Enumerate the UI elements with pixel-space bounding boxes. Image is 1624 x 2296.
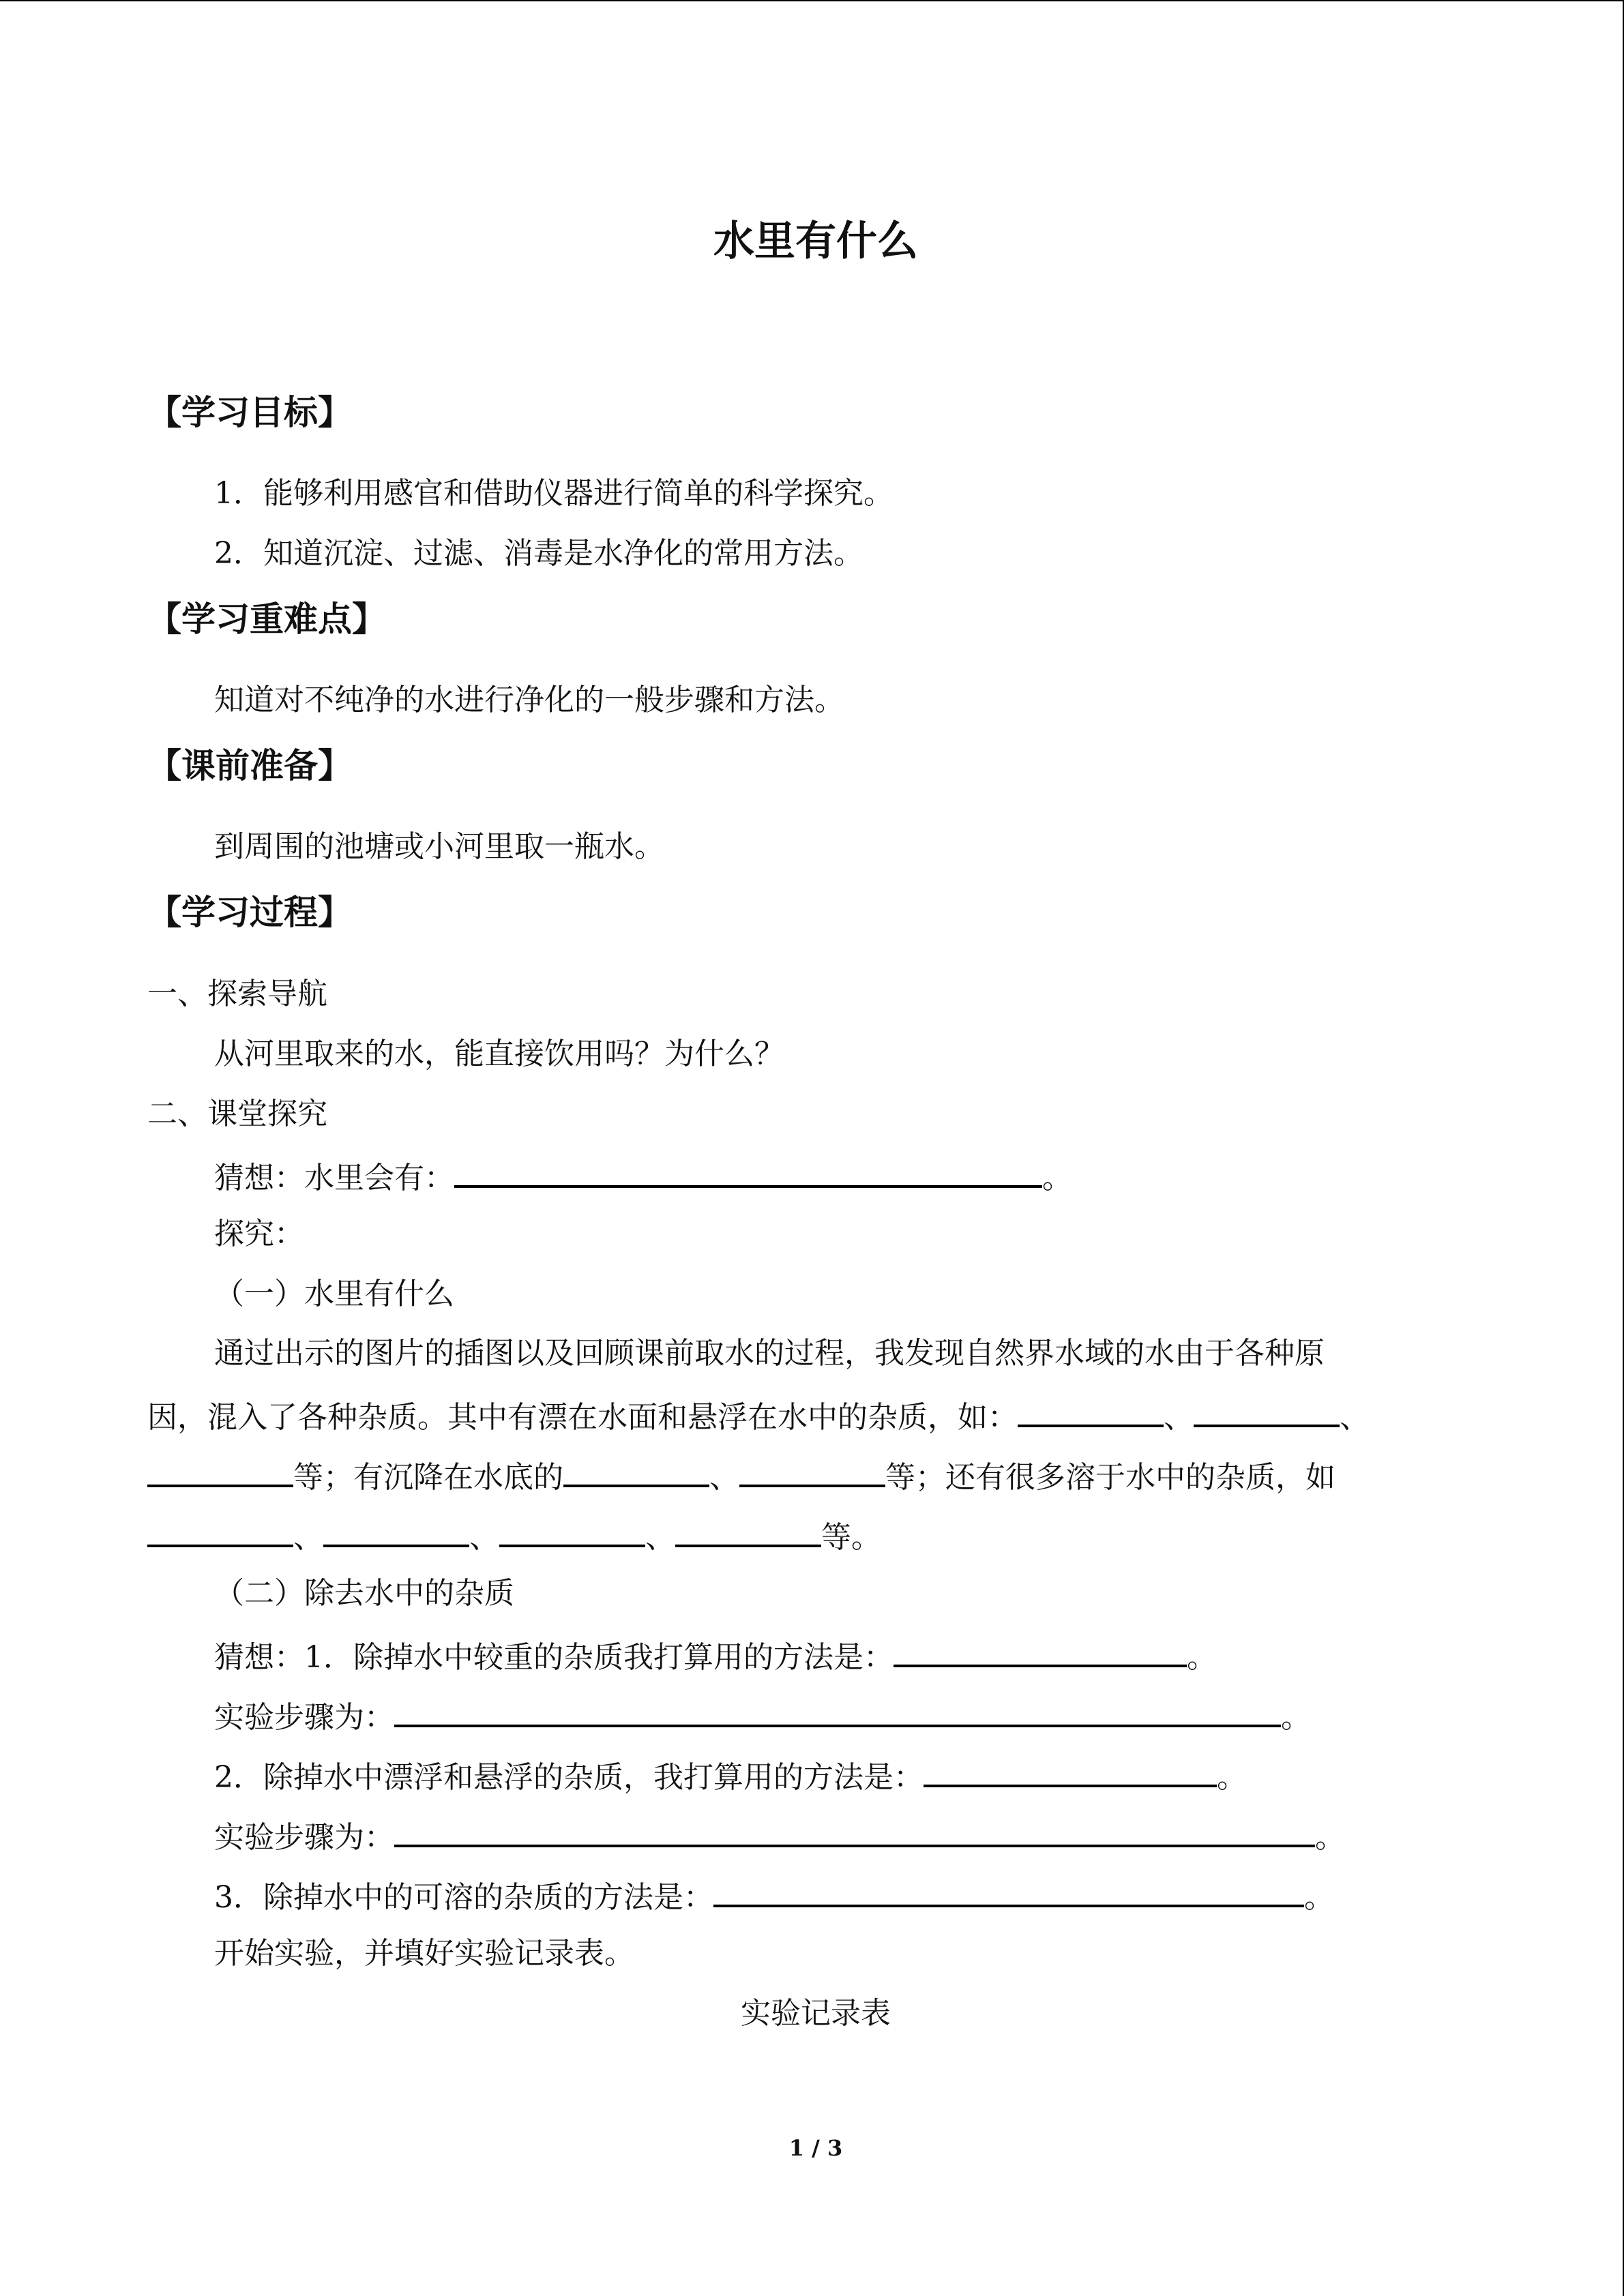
answer-blank[interactable] — [147, 1453, 293, 1487]
period: 。 — [1315, 1820, 1345, 1855]
comma: 、 — [293, 1520, 323, 1555]
paragraph-line-4 — [147, 1513, 881, 1558]
steps-label: 实验步骤为： — [214, 1700, 394, 1735]
steps-line-1 — [214, 1693, 1311, 1738]
part2-title: 二、课堂探究 — [147, 1097, 327, 1131]
answer-blank[interactable] — [675, 1513, 821, 1547]
key-points-text: 知道对不纯净的水进行净化的一般步骤和方法。 — [214, 683, 844, 717]
answer-blank[interactable] — [394, 1813, 1315, 1847]
period: 。 — [1187, 1640, 1217, 1675]
start-experiment-text: 开始实验，并填好实验记录表。 — [214, 1936, 634, 1971]
preparation-text: 到周围的池塘或小河里取一瓶水。 — [214, 829, 664, 864]
goal-item-1: 1．能够利用感官和借助仪器进行简单的科学探究。 — [214, 476, 894, 511]
comma: 、 — [709, 1460, 739, 1495]
answer-blank[interactable] — [454, 1154, 1042, 1188]
sub1-title: （一）水里有什么 — [214, 1277, 454, 1311]
paragraph-line-3-text-b: 等；还有很多溶于水中的杂质，如 — [885, 1460, 1335, 1495]
answer-blank[interactable] — [1018, 1393, 1164, 1427]
page-title: 水里有什么 — [713, 218, 918, 265]
part1-title: 一、探索导航 — [147, 976, 327, 1011]
comma: 、 — [645, 1520, 675, 1555]
guess-2-1-text: 猜想：1．除掉水中较重的杂质我打算用的方法是： — [214, 1640, 894, 1675]
comma: 、 — [1164, 1400, 1194, 1435]
answer-blank[interactable] — [1194, 1393, 1340, 1427]
steps-label: 实验步骤为： — [214, 1820, 394, 1855]
answer-blank[interactable] — [924, 1753, 1217, 1787]
answer-blank[interactable] — [563, 1453, 709, 1487]
guess-2-3-text: 3．除掉水中的可溶的杂质的方法是： — [214, 1880, 713, 1915]
page-top-border — [0, 0, 1624, 1]
answer-blank[interactable] — [147, 1513, 293, 1547]
table-caption: 实验记录表 — [741, 1996, 891, 2031]
guess-line — [214, 1154, 1072, 1199]
paragraph-line-3 — [147, 1453, 1335, 1498]
page-number: 1 / 3 — [788, 2135, 843, 2161]
guess-2-2-line — [214, 1753, 1247, 1798]
steps-line-2 — [214, 1813, 1345, 1858]
comma: 、 — [1340, 1400, 1370, 1435]
comma: 、 — [469, 1520, 499, 1555]
paragraph-line-1: 通过出示的图片的插图以及回顾课前取水的过程，我发现自然界水域的水由于各种原 — [214, 1336, 1325, 1371]
period: 。 — [1217, 1760, 1247, 1795]
process-heading: 【学习过程】 — [147, 893, 352, 932]
key-points-heading: 【学习重难点】 — [147, 599, 386, 639]
answer-blank[interactable] — [894, 1633, 1187, 1667]
paragraph-line-4-end: 等。 — [821, 1520, 881, 1555]
goal-item-2: 2．知道沉淀、过滤、消毒是水净化的常用方法。 — [214, 536, 863, 571]
paragraph-line-2 — [147, 1393, 1370, 1438]
answer-blank[interactable] — [394, 1693, 1281, 1727]
sub2-title: （二）除去水中的杂质 — [214, 1576, 514, 1611]
period: 。 — [1281, 1700, 1311, 1735]
answer-blank[interactable] — [323, 1513, 469, 1547]
answer-blank[interactable] — [499, 1513, 645, 1547]
answer-blank[interactable] — [713, 1873, 1304, 1907]
paragraph-line-3-text-a: 等；有沉降在水底的 — [293, 1460, 563, 1495]
goals-heading: 【学习目标】 — [147, 393, 352, 432]
guess-2-1-line — [214, 1633, 1217, 1678]
guess-2-3-line — [214, 1873, 1334, 1918]
guess-label: 猜想：水里会有： — [214, 1161, 454, 1195]
period: 。 — [1042, 1161, 1072, 1195]
period: 。 — [1304, 1880, 1334, 1915]
guess-2-2-text: 2．除掉水中漂浮和悬浮的杂质，我打算用的方法是： — [214, 1760, 924, 1795]
answer-blank[interactable] — [739, 1453, 885, 1487]
paragraph-line-2-text: 因，混入了各种杂质。其中有漂在水面和悬浮在水中的杂质，如： — [147, 1400, 1018, 1435]
part1-question: 从河里取来的水，能直接饮用吗？为什么？ — [214, 1037, 784, 1071]
preparation-heading: 【课前准备】 — [147, 746, 352, 786]
explore-label: 探究： — [214, 1217, 304, 1251]
